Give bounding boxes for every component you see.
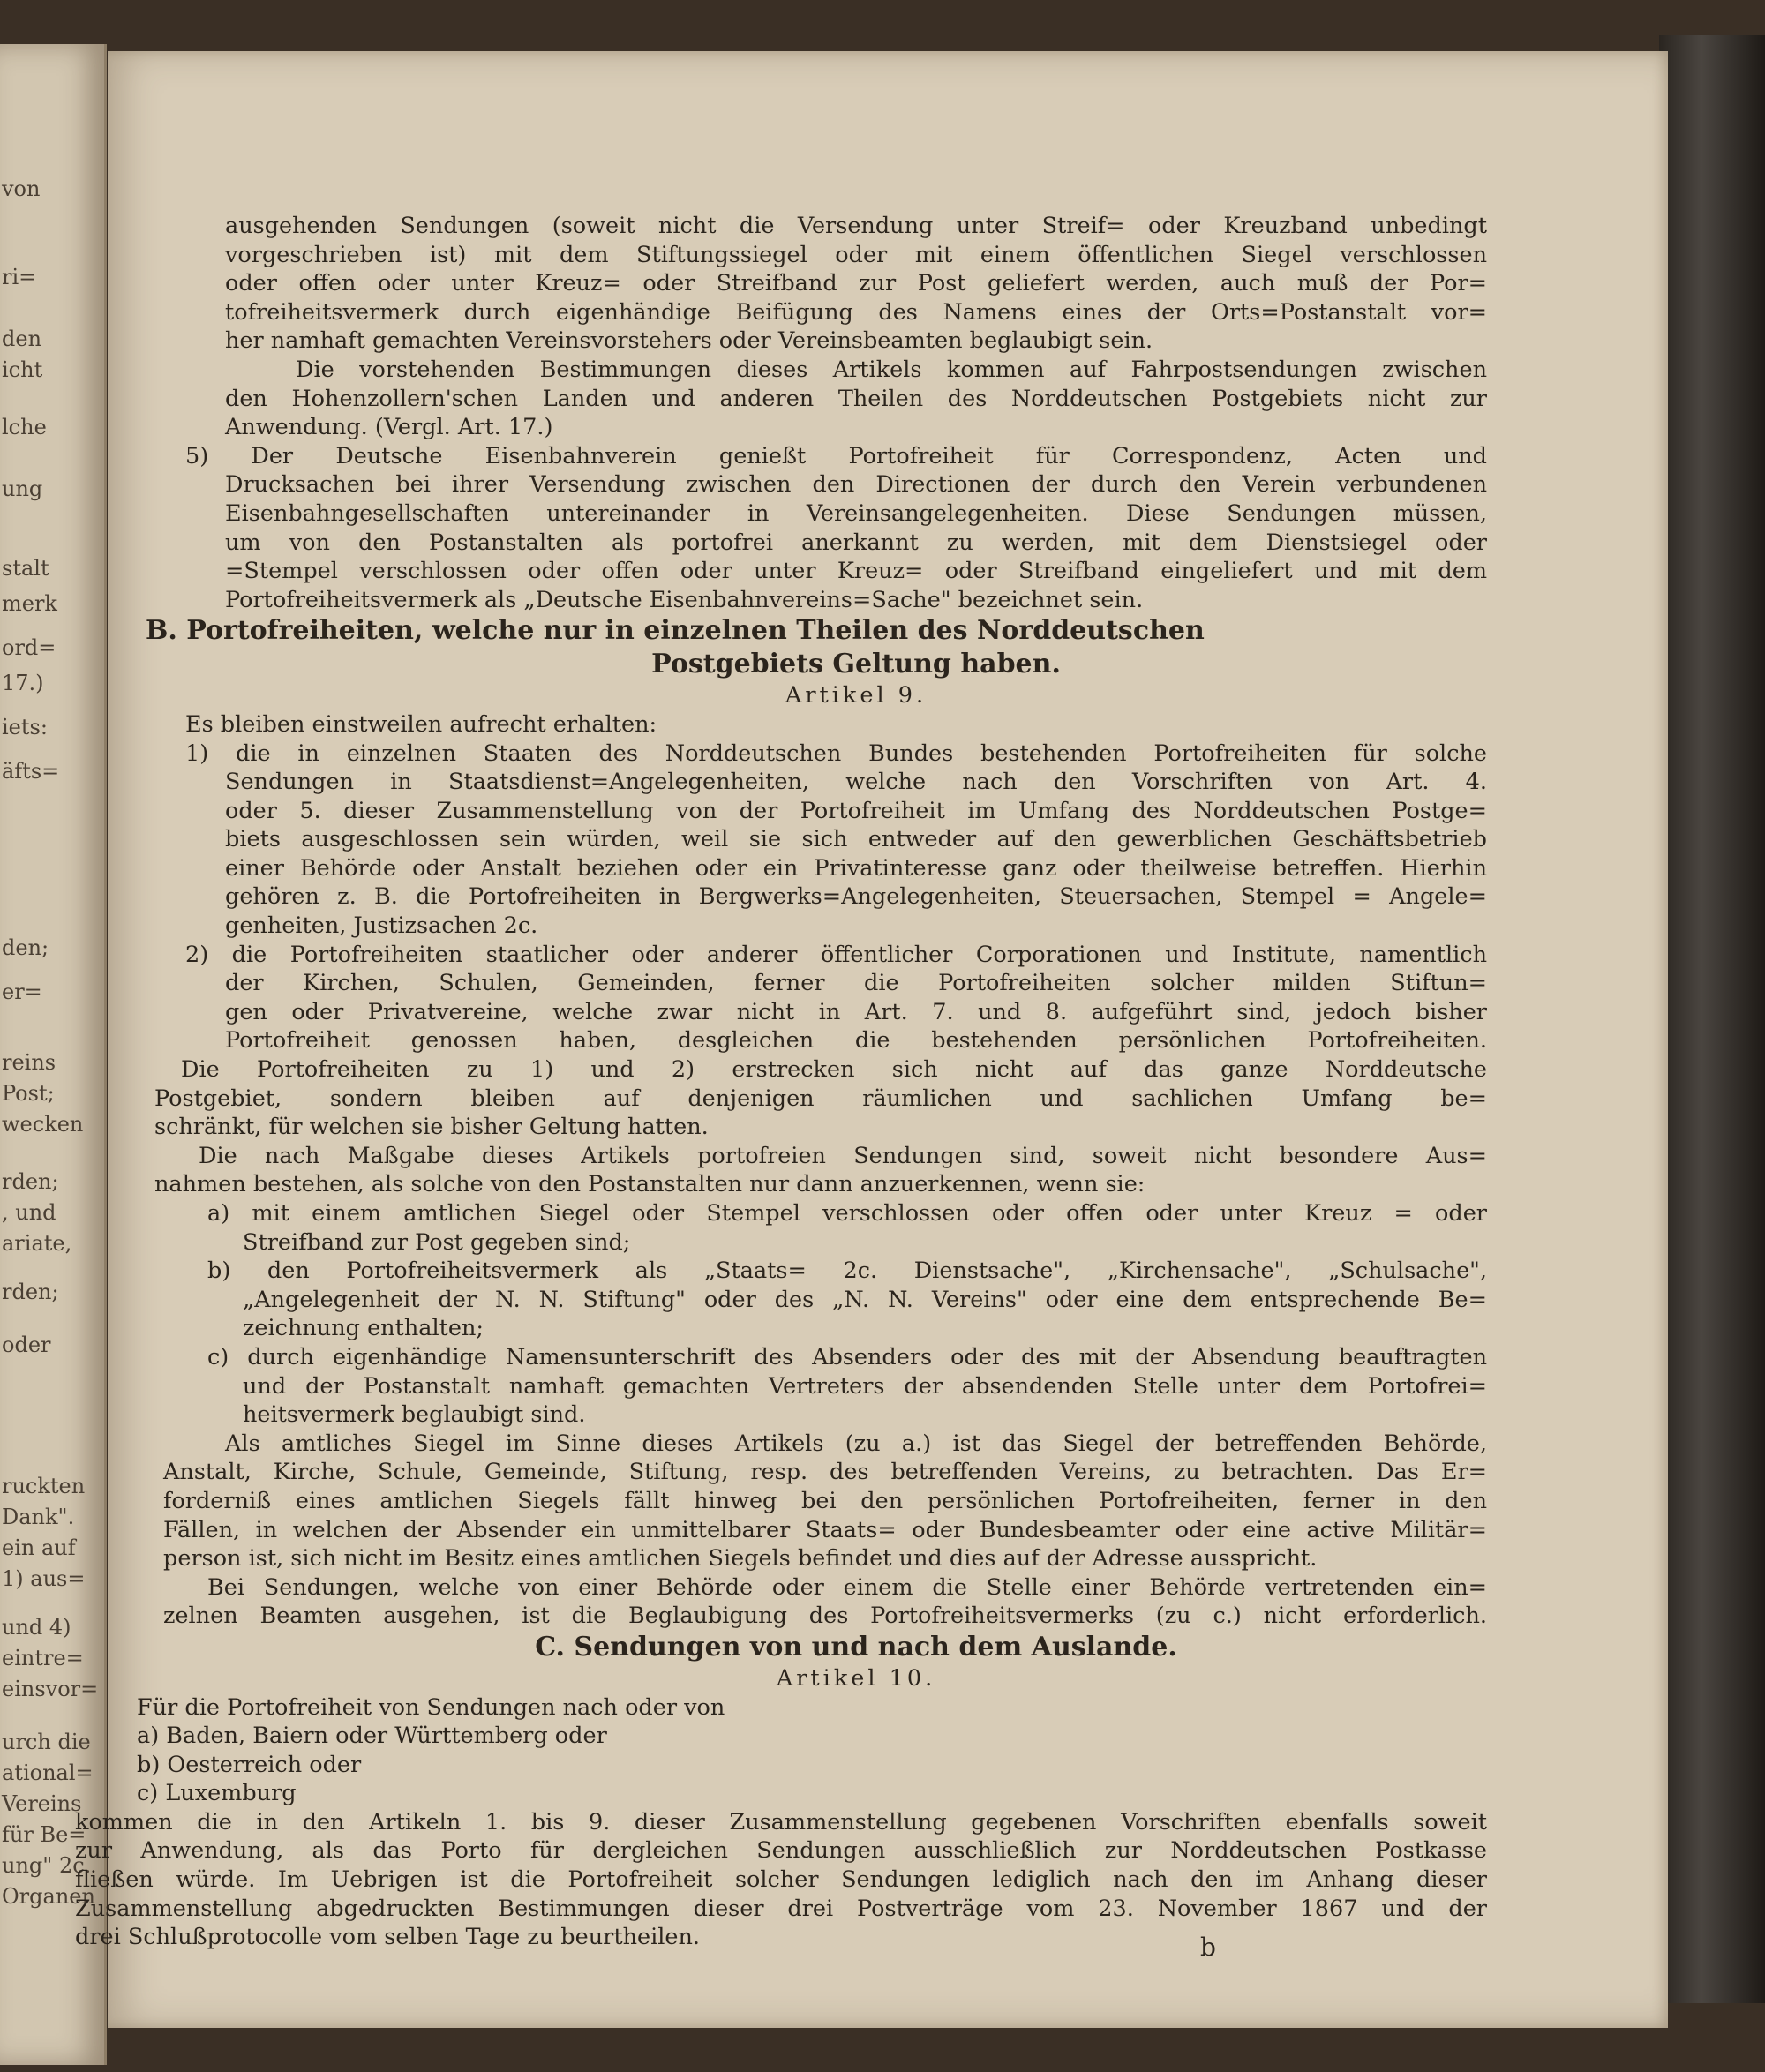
text-line: Bei Sendungen, welche von einer Behörde oder einem die Stelle einer Behörde vertretenden ein= [207, 1573, 1487, 1601]
text-line: Eisenbahngesellschaften untereinander in Vereinsangelegenheiten. Diese Sendungen müssen, [225, 499, 1487, 527]
text-line: oder 5. dieser Zusammenstellung von der Portofreiheit im Umfang des Norddeutschen Postge= [225, 797, 1487, 824]
text-line: tofreiheitsvermerk durch eigenhändige Beifügung des Namens eines der Orts=Postanstalt vor= [225, 298, 1487, 326]
list-item-a: a) mit einem amtlichen Siegel oder Stempel verschlossen oder offen oder unter Kreuz = oder [207, 1200, 1487, 1227]
text-line: drei Schlußprotocolle vom selben Tage zu beurtheilen. [75, 1924, 701, 1951]
left-page-fragment: ein auf [2, 1535, 76, 1560]
left-page-fragment: rden; [2, 1169, 59, 1194]
text-line: nahmen bestehen, als solche von den Postanstalten nur dann anzuerkennen, wenn sie: [154, 1171, 1145, 1198]
left-page-fragment: ational= [2, 1760, 94, 1785]
text-line: den Hohenzollern'schen Landen und anderen Theilen des Norddeutschen Postgebiets nicht zur [225, 385, 1487, 412]
left-page-fragment: , und [2, 1200, 56, 1225]
text-line: Postgebiet, sondern bleiben auf denjenigen räumlichen und sachlichen Umfang be= [154, 1085, 1487, 1112]
text-line: heitsvermerk beglaubigt sind. [243, 1401, 586, 1429]
left-page-fragment: Vereins [2, 1791, 82, 1816]
text-line: zelnen Beamten ausgehen, ist die Beglaubigung des Portofreiheitsvermerks (zu c.) nicht erforderlich. [163, 1603, 1487, 1630]
text-line: her namhaft gemachten Vereinsvorstehers oder Vereinsbeamten beglaubigt sein. [225, 327, 1153, 355]
left-page-fragment: ord= [2, 635, 56, 660]
text-line: Sendungen in Staatsdienst=Angelegenheiten, welche nach den Vorschriften von Art. 4. [225, 769, 1487, 796]
text-line: Es bleiben einstweilen aufrecht erhalten: [185, 710, 657, 738]
left-page-fragment: wecken [2, 1112, 84, 1137]
left-facing-page [0, 44, 107, 2065]
text-line: „Angelegenheit der N. N. Stiftung" oder des „N. N. Vereins" oder eine dem entsprechende Be= [243, 1286, 1487, 1313]
text-line: Anwendung. (Vergl. Art. 17.) [225, 414, 553, 441]
text-line: Zusammenstellung abgedruckten Bestimmungen dieser drei Postverträge vom 23. November 1867 und der [75, 1895, 1487, 1922]
section-b-heading-2: Postgebiets Geltung haben. [651, 649, 1061, 680]
left-page-fragment: rden; [2, 1280, 59, 1304]
left-page-fragment: urch die [2, 1730, 91, 1754]
left-page-fragment: lche [2, 415, 47, 439]
text-line: Als amtliches Siegel im Sinne dieses Artikels (zu a.) ist das Siegel der betreffenden Behörde, [225, 1430, 1487, 1457]
text-line: Fällen, in welchen der Absender ein unmittelbarer Staats= oder Bundesbeamter oder eine active Militär= [163, 1516, 1487, 1543]
left-page-fragment: Dank". [2, 1505, 75, 1529]
left-page-fragment: ri= [2, 265, 37, 289]
text-line: ausgehenden Sendungen (soweit nicht die Versendung unter Streif= oder Kreuzband unbedingt [225, 213, 1487, 239]
text-line: Portofreiheitsvermerk als „Deutsche Eisenbahnvereins=Sache" bezeichnet sein. [225, 586, 1144, 613]
left-page-fragment: iets: [2, 715, 48, 739]
text-line: kommen die in den Artikeln 1. bis 9. dieser Zusammenstellung gegebenen Vorschriften ebenfalls soweit [75, 1808, 1487, 1836]
article-9-heading: Artikel 9. [785, 682, 928, 709]
list-item-2: 2) die Portofreiheiten staatlicher oder anderer öffentlicher Corporationen und Institute, namentlich [185, 941, 1487, 968]
text-line: zeichnung enthalten; [243, 1315, 484, 1342]
book-cover-edge [1659, 35, 1765, 2003]
text-line: vorgeschrieben ist) mit dem Stiftungssiegel oder mit einem öffentlichen Siegel verschlossen [225, 241, 1487, 268]
text-line: fließen würde. Im Uebrigen ist die Portofreiheit solcher Sendungen lediglich nach den im Anhang dieser [75, 1866, 1487, 1894]
text-line: forderniß eines amtlichen Siegels fällt hinweg bei den persönlichen Portofreiheiten, ferner in den [163, 1487, 1487, 1514]
left-page-fragment: Post; [2, 1081, 55, 1106]
left-page-fragment: von [2, 176, 41, 201]
article-10-heading: Artikel 10. [776, 1664, 936, 1692]
text-line: =Stempel verschlossen oder offen oder unter Kreuz= oder Streifband eingeliefert und mit dem [225, 558, 1487, 585]
text-line: zur Anwendung, als das Porto für dergleichen Sendungen ausschließlich zur Norddeutschen Postkasse [75, 1837, 1487, 1865]
left-page-fragment: er= [2, 980, 42, 1004]
left-page-fragment: 1) aus= [2, 1566, 86, 1591]
text-line: Streifband zur Post gegeben sind; [243, 1228, 631, 1256]
text-line: und der Postanstalt namhaft gemachten Vertreters der absendenden Stelle unter dem Portofrei= [243, 1372, 1487, 1400]
left-page-fragment: ung" 2c. [2, 1853, 92, 1878]
text-line: der Kirchen, Schulen, Gemeinden, ferner die Portofreiheiten solcher milden Stiftun= [225, 970, 1487, 997]
left-page-fragment: ruckten [2, 1474, 86, 1498]
left-page-fragment: ariate, [2, 1231, 72, 1256]
document-body [75, 212, 1487, 1952]
signature-mark: b [1200, 1933, 1216, 1962]
text-line: person ist, sich nicht im Besitz eines amtlichen Siegels befindet und dies auf der Adresse ausspricht. [163, 1545, 1318, 1573]
left-page-fragment: einsvor= [2, 1677, 99, 1701]
text-line: Portofreiheit genossen haben, desgleichen die bestehenden persönlichen Portofreiheiten. [225, 1027, 1487, 1055]
left-page-fragment: merk [2, 591, 57, 616]
text-line: oder offen oder unter Kreuz= oder Streifband zur Post geliefert werden, auch muß der Por= [225, 270, 1487, 297]
left-page-fragment: 17.) [2, 671, 44, 695]
text-line: Die vorstehenden Bestimmungen dieses Artikels kommen auf Fahrpostsendungen zwischen [296, 356, 1487, 383]
left-page-fragment: und 4) [2, 1615, 71, 1640]
section-c-heading: C. Sendungen von und nach dem Auslande. [535, 1631, 1177, 1663]
left-page-fragment: ung [2, 477, 43, 501]
left-page-fragment: Organen [2, 1884, 95, 1909]
text-line: einer Behörde oder Anstalt beziehen oder ein Privatinteresse ganz oder theilweise betreffen. Hierhin [225, 854, 1487, 882]
left-page-fragment: eintre= [2, 1646, 84, 1670]
text-line: genheiten, Justizsachen 2c. [225, 912, 538, 940]
list-item-b: b) den Portofreiheitsvermerk als „Staats= 2c. Dienstsache", „Kirchensache", „Schulsache", [207, 1257, 1487, 1285]
text-line: gen oder Privatvereine, welche zwar nicht in Art. 7. und 8. aufgeführt sind, jedoch bisher [225, 998, 1487, 1025]
text-line: Drucksachen bei ihrer Versendung zwischen den Directionen der durch den Verein verbundenen [225, 471, 1487, 499]
left-page-fragment: icht [2, 357, 43, 382]
text-line: Die Portofreiheiten zu 1) und 2) erstrecken sich nicht auf das ganze Norddeutsche [181, 1056, 1487, 1084]
left-page-fragment: den; [2, 935, 49, 960]
text-line: schränkt, für welchen sie bisher Geltung hatten. [154, 1114, 709, 1141]
text-line: Die nach Maßgabe dieses Artikels portofreien Sendungen sind, soweit nicht besondere Aus= [199, 1142, 1487, 1169]
list-item-b: b) Oesterreich oder [137, 1751, 362, 1778]
left-page-fragment: oder [2, 1333, 51, 1357]
list-item-a: a) Baden, Baiern oder Württemberg oder [137, 1723, 607, 1750]
left-page-fragment: reins [2, 1050, 56, 1075]
list-item-5: 5) Der Deutsche Eisenbahnverein genießt Portofreiheit für Correspondenz, Acten und [185, 442, 1487, 469]
left-page-fragment: für Be= [2, 1822, 86, 1847]
left-page-fragment: äfts= [2, 759, 60, 784]
left-page-fragment: den [2, 327, 42, 351]
list-item-1: 1) die in einzelnen Staaten des Norddeutschen Bundes bestehenden Portofreiheiten für solche [185, 739, 1487, 767]
text-line: um von den Postanstalten als portofrei anerkannt zu werden, mit dem Dienstsiegel oder [225, 529, 1487, 556]
section-b-heading: B. Portofreiheiten, welche nur in einzelnen Theilen des Norddeutschen [146, 615, 1205, 647]
text-line: gehören z. B. die Portofreiheiten in Bergwerks=Angelegenheiten, Steuersachen, Stempel = Angele= [225, 883, 1487, 911]
left-page-fragment: stalt [2, 556, 49, 581]
list-item-c: c) durch eigenhändige Namensunterschrift des Absenders oder des mit der Absendung beauftragten [207, 1343, 1487, 1370]
list-item-c: c) Luxemburg [137, 1780, 297, 1807]
text-line: Anstalt, Kirche, Schule, Gemeinde, Stiftung, resp. des betreffenden Vereins, zu betrachten. Das Er= [163, 1459, 1487, 1486]
text-line: biets ausgeschlossen sein würden, weil sie sich entweder auf den gewerblichen Geschäftsbetrieb [225, 826, 1487, 853]
text-line: Für die Portofreiheit von Sendungen nach oder von [137, 1693, 725, 1721]
